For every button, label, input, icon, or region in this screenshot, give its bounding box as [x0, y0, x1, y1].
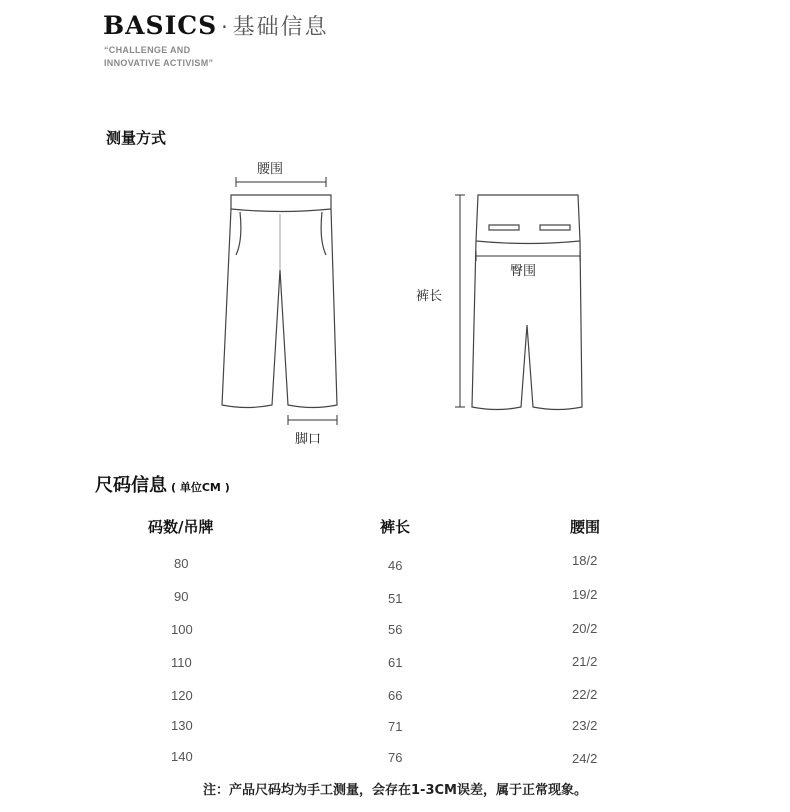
cell-waist: 19/2: [572, 587, 598, 602]
header-length: 裤长: [380, 518, 411, 536]
cell-length: 56: [388, 622, 403, 637]
back-waistband: [476, 195, 580, 244]
footer-note: 注：产品尺码均为手工测量，会存在1-3CM误差，属于正常现象。: [203, 783, 587, 798]
cell-waist: 18/2: [572, 553, 598, 568]
cell-size: 120: [171, 688, 193, 703]
size-info-unit: ( 单位CM ): [171, 481, 230, 494]
size-info-title-text: 尺码信息: [95, 475, 167, 496]
measurement-title: 测量方式: [106, 129, 167, 147]
length-label: 裤长: [416, 289, 443, 304]
brand-name: BASICS: [103, 11, 218, 40]
cell-length: 46: [388, 558, 403, 573]
hip-label: 臀围: [510, 264, 537, 279]
back-pocket-left: [489, 225, 519, 230]
cell-waist: 23/2: [572, 718, 598, 733]
hem-label: 脚口: [295, 432, 322, 447]
brand-title-cn: 基础信息: [232, 15, 329, 40]
cell-size: 140: [171, 749, 193, 764]
cell-size: 110: [171, 655, 192, 670]
cell-size: 100: [171, 622, 193, 637]
cell-size: 90: [174, 589, 189, 604]
cell-length: 61: [388, 655, 403, 670]
cell-size: 80: [174, 556, 189, 571]
cell-length: 66: [388, 688, 403, 703]
back-pocket-right: [540, 225, 570, 230]
brand-separator: ·: [221, 15, 229, 39]
header-waist: 腰围: [570, 518, 601, 536]
tagline-line-2: INNOVATIVE ACTIVISM”: [104, 58, 214, 68]
cell-waist: 20/2: [572, 621, 598, 636]
tagline-line-1: “CHALLENGE AND: [104, 45, 191, 55]
header-size: 码数/吊牌: [148, 518, 214, 536]
cell-waist: 22/2: [572, 687, 598, 702]
cell-length: 51: [388, 591, 403, 606]
cell-size: 130: [171, 718, 193, 733]
cell-waist: 24/2: [572, 751, 598, 766]
size-info-title: [95, 471, 230, 497]
cell-length: 71: [388, 719, 403, 734]
cell-length: 76: [388, 750, 403, 765]
waist-label: 腰围: [257, 162, 284, 177]
cell-waist: 21/2: [572, 654, 598, 669]
